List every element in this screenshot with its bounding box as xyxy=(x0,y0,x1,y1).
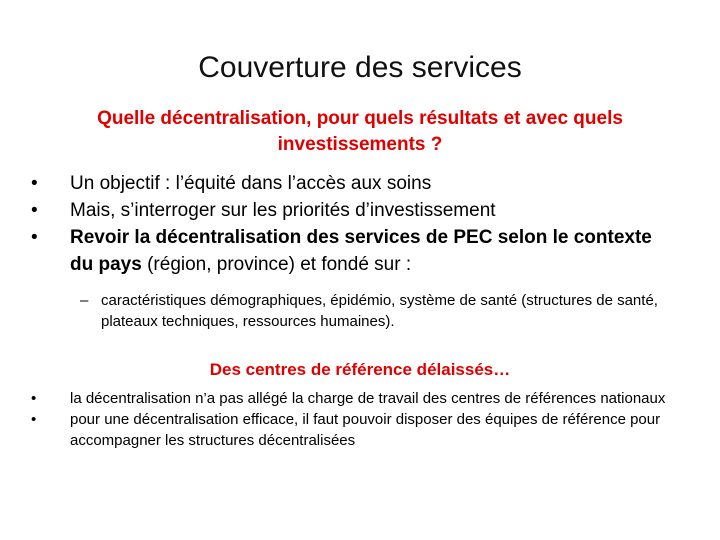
sub-bullet-text: caractéristiques démographiques, épidémio, système de santé (structures de santé, plateaux techniques, ressources humaines). xyxy=(101,292,658,330)
bullet-item xyxy=(0,197,720,224)
bullet-text: Mais, s’interroger sur les priorités d’investissement xyxy=(70,200,496,221)
bullet-list xyxy=(0,170,720,332)
bullet-dot: • xyxy=(31,173,38,194)
bullet-text: pour une décentralisation efficace, il faut pouvoir disposer des équipes de référence pour accompagner les structures décentralisées xyxy=(70,411,661,449)
sub-bullet-item xyxy=(0,290,720,332)
bullet-text: (région, province) et fondé sur : xyxy=(141,254,412,275)
bullet-bold-text: Revoir la décentralisation des services de PEC selon le contexte du pays xyxy=(70,227,652,275)
bullet-item xyxy=(0,409,720,451)
slide-title: Couverture des services xyxy=(198,51,522,84)
bullet-dot: • xyxy=(31,200,38,221)
bullet-item xyxy=(0,224,720,278)
bullet-text: la décentralisation n’a pas allégé la charge de travail des centres de références nationaux xyxy=(70,390,666,407)
bullet-text: Un objectif : l’équité dans l’accès aux soins xyxy=(70,173,432,194)
slide-subtitle: Quelle décentralisation, pour quels résultats et avec quels investissements ? xyxy=(97,108,623,155)
bullet-dot: • xyxy=(31,390,37,407)
bullet-item xyxy=(0,388,720,409)
bullet-list-2 xyxy=(0,388,720,451)
section-subtitle: Des centres de référence délaissés… xyxy=(209,360,511,379)
bullet-item xyxy=(0,170,720,197)
bullet-dot: • xyxy=(31,227,38,248)
sub-bullet-dash: – xyxy=(80,292,89,309)
bullet-dot: • xyxy=(31,411,37,428)
